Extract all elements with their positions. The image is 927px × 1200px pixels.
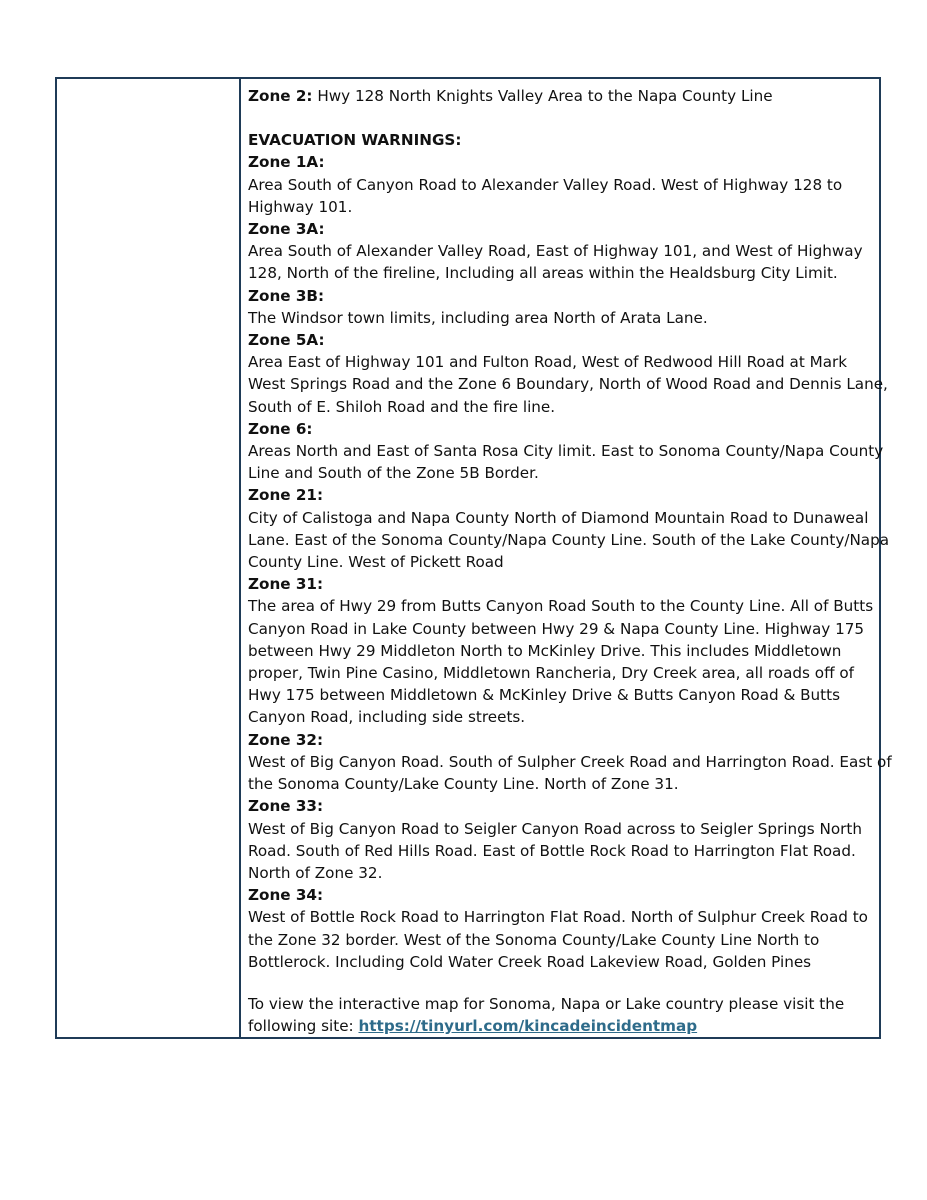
zone-label: Zone 6:: [248, 419, 313, 438]
zone-description-line: Area East of Highway 101 and Fulton Road, West of Redwood Hill Road at Mark: [248, 353, 848, 372]
zone-label: Zone 1A:: [248, 153, 325, 172]
zone-description-line: proper, Twin Pine Casino, Middletown Rancheria, Dry Creek area, all roads off of: [248, 664, 855, 683]
zone-2-label: Zone 2:: [248, 87, 313, 105]
zone-block: [248, 484, 892, 573]
zone-label: Zone 33:: [248, 797, 324, 816]
zone-description-line: South of E. Shiloh Road and the fire line.: [248, 397, 556, 416]
zone-block: [248, 884, 892, 973]
zone-description-line: Bottlerock. Including Cold Water Creek Road Lakeview Road, Golden Pines: [248, 952, 812, 971]
zone-description-line: West of Big Canyon Road. South of Sulpher Creek Road and Harrington Road. East of: [248, 752, 892, 771]
zone-description-line: West of Big Canyon Road to Seigler Canyon Road across to Seigler Springs North: [248, 819, 863, 838]
interactive-map-link[interactable]: https://tinyurl.com/kincadeincidentmap: [358, 1017, 698, 1036]
zone-block: [248, 418, 892, 485]
zone-block: [248, 573, 892, 728]
zone-description-line: Areas North and East of Santa Rosa City limit. East to Sonoma County/Napa County: [248, 442, 884, 461]
zone-label: Zone 31:: [248, 575, 324, 594]
zone-description-line: Canyon Road in Lake County between Hwy 29 & Napa County Line. Highway 175: [248, 619, 865, 638]
map-note-prefix: following site:: [248, 1017, 359, 1036]
zone-block: [248, 795, 892, 884]
zone-block: [248, 285, 892, 329]
zone-description-line: Area South of Canyon Road to Alexander Valley Road. West of Highway 128 to: [248, 175, 843, 194]
zone-description-line: Area South of Alexander Valley Road, East of Highway 101, and West of Highway: [248, 242, 863, 261]
zone-description-line: West Springs Road and the Zone 6 Boundary, North of Wood Road and Dennis Lane,: [248, 375, 888, 394]
zone-label: Zone 3A:: [248, 220, 325, 239]
zone-label: Zone 5A:: [248, 331, 325, 350]
zone-description-line: Road. South of Red Hills Road. East of Bottle Rock Road to Harrington Flat Road.: [248, 841, 856, 860]
map-note-line2: [248, 1015, 892, 1037]
zone-block: [248, 218, 892, 285]
zone-2-text: Hwy 128 North Knights Valley Area to the Napa County Line: [312, 87, 773, 105]
zones-list: [248, 151, 892, 973]
table-left-cell: [57, 79, 241, 1037]
zone-description-line: The area of Hwy 29 from Butts Canyon Road South to the County Line. All of Butts: [248, 597, 874, 616]
zone-block: [248, 329, 892, 418]
spacer: [248, 107, 892, 129]
map-note-line1: To view the interactive map for Sonoma, Napa or Lake country please visit the: [248, 994, 845, 1013]
zone-description-line: Highway 101.: [248, 197, 353, 216]
zone-label: Zone 21:: [248, 486, 324, 505]
zone-description-line: Canyon Road, including side streets.: [248, 708, 526, 727]
zone-description-line: The Windsor town limits, including area North of Arata Lane.: [248, 308, 708, 327]
zone-description-line: North of Zone 32.: [248, 863, 383, 882]
spacer: [248, 973, 892, 993]
zone-description-line: Hwy 175 between Middletown & McKinley Drive & Butts Canyon Road & Butts: [248, 686, 841, 705]
zone-description-line: the Zone 32 border. West of the Sonoma County/Lake County Line North to: [248, 930, 820, 949]
zone-description-line: City of Calistoga and Napa County North of Diamond Mountain Road to Dunaweal: [248, 508, 869, 527]
zone-block: [248, 151, 892, 218]
zone-label: Zone 32:: [248, 730, 324, 749]
zone-description-line: the Sonoma County/Lake County Line. North of Zone 31.: [248, 775, 679, 794]
zone-description-line: Line and South of the Zone 5B Border.: [248, 464, 539, 483]
evacuation-table: [55, 77, 892, 1039]
zone-label: Zone 34:: [248, 886, 324, 905]
zone-description-line: 128, North of the fireline, Including all areas within the Healdsburg City Limit.: [248, 264, 838, 283]
evacuation-warnings-heading: EVACUATION WARNINGS:: [248, 131, 462, 150]
zone-description-line: Lane. East of the Sonoma County/Napa County Line. South of the Lake County/Napa: [248, 530, 890, 549]
table-right-cell: [241, 79, 900, 1037]
zone-2-line: [248, 85, 892, 107]
zone-description-line: between Hwy 29 Middleton North to McKinley Drive. This includes Middletown: [248, 641, 842, 660]
zone-block: [248, 729, 892, 796]
zone-label: Zone 3B:: [248, 286, 325, 305]
zone-description-line: County Line. West of Pickett Road: [248, 553, 504, 572]
zone-description-line: West of Bottle Rock Road to Harrington Flat Road. North of Sulphur Creek Road to: [248, 908, 868, 927]
